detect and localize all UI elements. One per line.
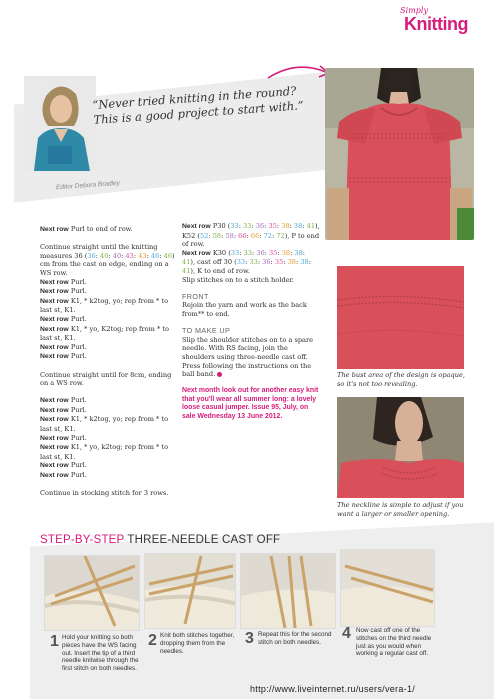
masthead-knitting: Knitting bbox=[404, 14, 468, 34]
pattern-line: Next row Purl. bbox=[40, 352, 87, 361]
pattern-paragraph: Rejoin the yarn and work as the back from** to end. bbox=[182, 301, 307, 318]
step-2-image bbox=[144, 553, 236, 629]
pattern-paragraph: Continue in stocking stitch for 3 rows. bbox=[40, 489, 169, 498]
main-garment-photo bbox=[325, 68, 474, 240]
masthead-simply: Simply bbox=[400, 6, 428, 15]
pattern-line: Next row Purl. bbox=[40, 342, 87, 351]
editor-caption: Editor Debora Bradley bbox=[55, 179, 121, 192]
pattern-column-1 bbox=[40, 225, 175, 498]
pattern-line: Next row P30 (33: 33: 36: 35: 38: 38: 41), K52 (52: 58: 58: 66: 66: 72: 72), P to end of row. bbox=[182, 222, 320, 249]
pattern-line: Next row K1, * yo, k2tog; rep from * to last st, K1. bbox=[40, 443, 169, 461]
step-4-image bbox=[340, 549, 435, 627]
neckline-caption: The neckline is simple to adjust if you want a larger or smaller opening. bbox=[337, 501, 464, 518]
step-4-number: 4 bbox=[342, 625, 351, 642]
pattern-line: Next row Purl. bbox=[40, 433, 87, 442]
section-heading-front: FRONT bbox=[182, 291, 209, 301]
source-url: http://www.liveinternet.ru/users/vera-1/ bbox=[250, 684, 416, 694]
neckline-detail-photo bbox=[337, 397, 464, 498]
pattern-paragraph: Continue straight until for 8cm, ending on a WS row. bbox=[40, 370, 172, 388]
pattern-line: Next row Purl. bbox=[40, 314, 87, 323]
pattern-line: Next row Purl to end of row. bbox=[40, 225, 133, 233]
bust-detail-photo bbox=[337, 266, 464, 369]
step-1-number: 1 bbox=[50, 633, 59, 650]
pattern-paragraph: Continue straight until the knitting measures 36 (36: 40: 40: 43: 43: 46: 46) cm from the cast on edge, ending on a WS row. bbox=[40, 243, 175, 277]
pattern-line: Next row Purl. bbox=[40, 461, 87, 470]
step-2-number: 2 bbox=[148, 632, 157, 649]
pattern-column-2 bbox=[182, 222, 320, 422]
step-3-number: 3 bbox=[245, 630, 254, 647]
step-1-caption: Hold your knitting so both pieces have the WS facing out. Insert the tip of a third needle knitwise through the first stitch on both needles. bbox=[62, 634, 139, 673]
step-3-image bbox=[240, 553, 336, 629]
end-dot-icon bbox=[217, 372, 222, 377]
next-month-teaser: Next month look out for another easy knit that you'll wear all summer long: a lovely loose casual jumper. Issue 95, July, on sale Wednesday 13 June 2012. bbox=[182, 387, 319, 421]
editor-photo bbox=[24, 76, 96, 171]
section-heading-make-up: TO MAKE UP bbox=[182, 326, 231, 336]
pattern-line: Next row K1, * k2tog, yo; rep from * to last st, K1. bbox=[40, 415, 169, 434]
step-by-step-title: STEP-BY-STEP THREE-NEEDLE CAST OFF bbox=[40, 534, 281, 546]
pattern-line: Next row K30 (33: 33: 36: 35: 38: 38: 41), cast off 30 (33: 33: 36: 35: 38: 38: 41), K to end of row. bbox=[182, 248, 311, 275]
step-1-image bbox=[44, 555, 140, 631]
pattern-line: Next row K1, * k2tog, yo; rep from * to last st, K1. bbox=[40, 296, 169, 315]
bust-caption: The bust area of the design is opaque, so it's not too revealing. bbox=[337, 371, 466, 388]
pattern-line: Next row Purl. bbox=[40, 405, 87, 414]
pattern-line: Next row Purl. bbox=[40, 396, 87, 405]
pattern-paragraph: Slip the shoulder stitches on to a spare needle. With RS facing, join the shoulders using three-needle cast off. Press following the instructions on the ball band. bbox=[182, 335, 314, 379]
pattern-line: Next row Purl. bbox=[40, 471, 87, 480]
step-2-caption: Knit both stitches together, dropping them from the needles. bbox=[160, 632, 235, 655]
pattern-line: Next row K1, * yo, K2tog; rep from * to last st, K1. bbox=[40, 324, 169, 343]
editor-quote: “Never tried knitting in the round? This is a good project to start with.” bbox=[92, 83, 305, 127]
step-3-caption: Repeat this for the second stitch on both needles. bbox=[258, 631, 332, 646]
pattern-line: Next row Purl. bbox=[40, 277, 87, 286]
masthead-logo bbox=[396, 2, 486, 42]
step-4-caption: Now cast off one of the stitches on the third needle just as you would when working a regular cast off. bbox=[356, 627, 432, 658]
pattern-line: Slip stitches on to a stitch holder. bbox=[182, 275, 295, 284]
pattern-line: Next row Purl. bbox=[40, 287, 87, 296]
